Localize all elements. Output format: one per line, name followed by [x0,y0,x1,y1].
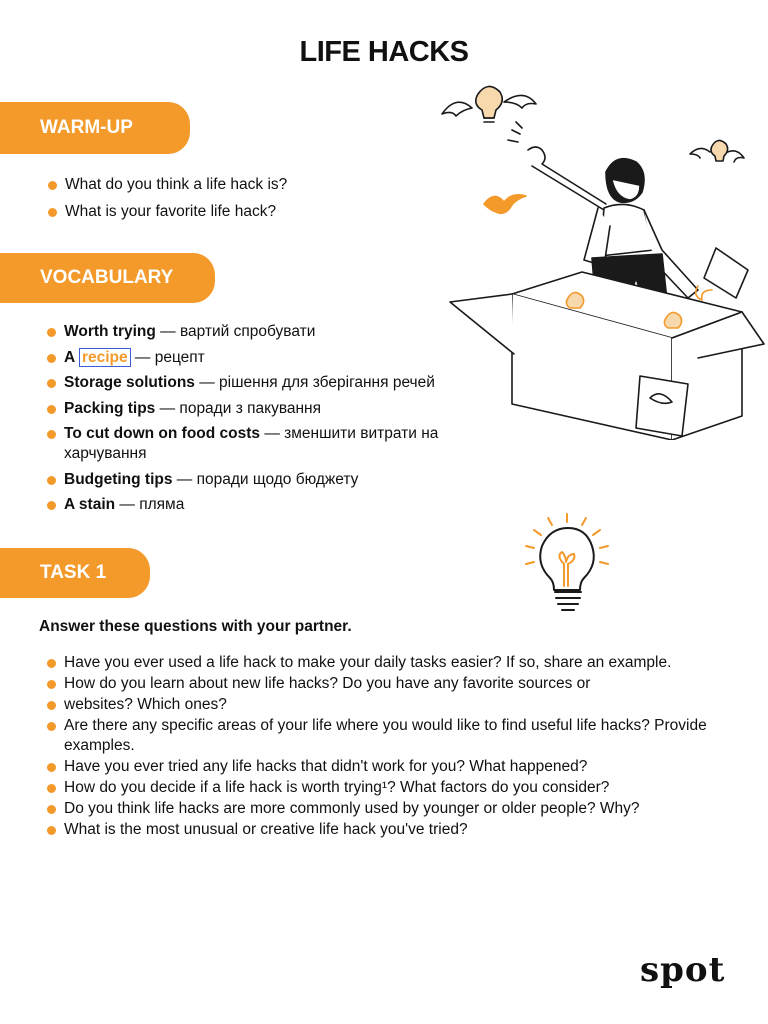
question-item: What is the most unusual or creative life hack you've tried? [47,820,737,840]
vocab-translation: — зменшити витрати на харчування [64,425,439,462]
glowing-lightbulb-icon [520,512,615,617]
question-item: Do you think life hacks are more commonly used by younger or older people? Why? [47,799,737,819]
vocab-term: Storage solutions [64,374,195,391]
vocab-term: To cut down on food costs [64,425,261,442]
question-item: How do you decide if a life hack is worth trying¹? What factors do you consider? [47,778,737,798]
list-item: What do you think a life hack is? [48,175,408,195]
question-item: Have you ever used a life hack to make your daily tasks easier? If so, share an example. [47,653,737,673]
vocab-translation: — пляма [115,496,185,513]
vocab-term: A stain [64,496,116,513]
flying-bulb-icon [442,86,536,122]
question-item: Have you ever tried any life hacks that didn't work for you? What happened? [47,757,737,777]
page-title: LIFE HACKS [299,36,469,68]
vocab-translation: — поради щодо бюджету [172,470,359,488]
vocabulary-banner: VOCABULARY [0,253,215,303]
task-instruction: Answer these questions with your partner. [39,618,352,635]
warmup-list [48,175,408,229]
vocab-term-link[interactable]: recipe [79,348,131,367]
vocab-translation: — вартий спробувати [155,323,316,340]
warmup-banner: WARM-UP [0,102,190,154]
vocab-translation: — рецепт [130,348,205,366]
vocab-translation: — поради з пакування [155,399,322,417]
task1-banner: TASK 1 [0,548,150,598]
vocab-term: Budgeting tips [64,470,173,488]
question-item: Are there any specific areas of your life where you would like to find useful life hacks? Provide examples. [47,716,737,756]
vocab-translation: — рішення для зберігання речей [194,374,435,391]
vocab-item [47,495,497,515]
list-item: What is your favorite life hack? [48,202,408,222]
orange-bird-icon [484,195,526,213]
task1-list [47,653,737,841]
flying-bulb-icon [690,140,744,162]
vocab-term: Packing tips [64,399,156,417]
woman-in-box-illustration [420,80,765,440]
question-item: How do you learn about new life hacks? Do you have any favorite sources or [47,674,737,694]
vocab-term: Worth trying [64,323,156,340]
spot-logo: spot [640,950,726,990]
question-item: websites? Which ones? [47,695,737,715]
vocab-item [47,470,497,490]
vocab-term-article: A [64,348,79,366]
